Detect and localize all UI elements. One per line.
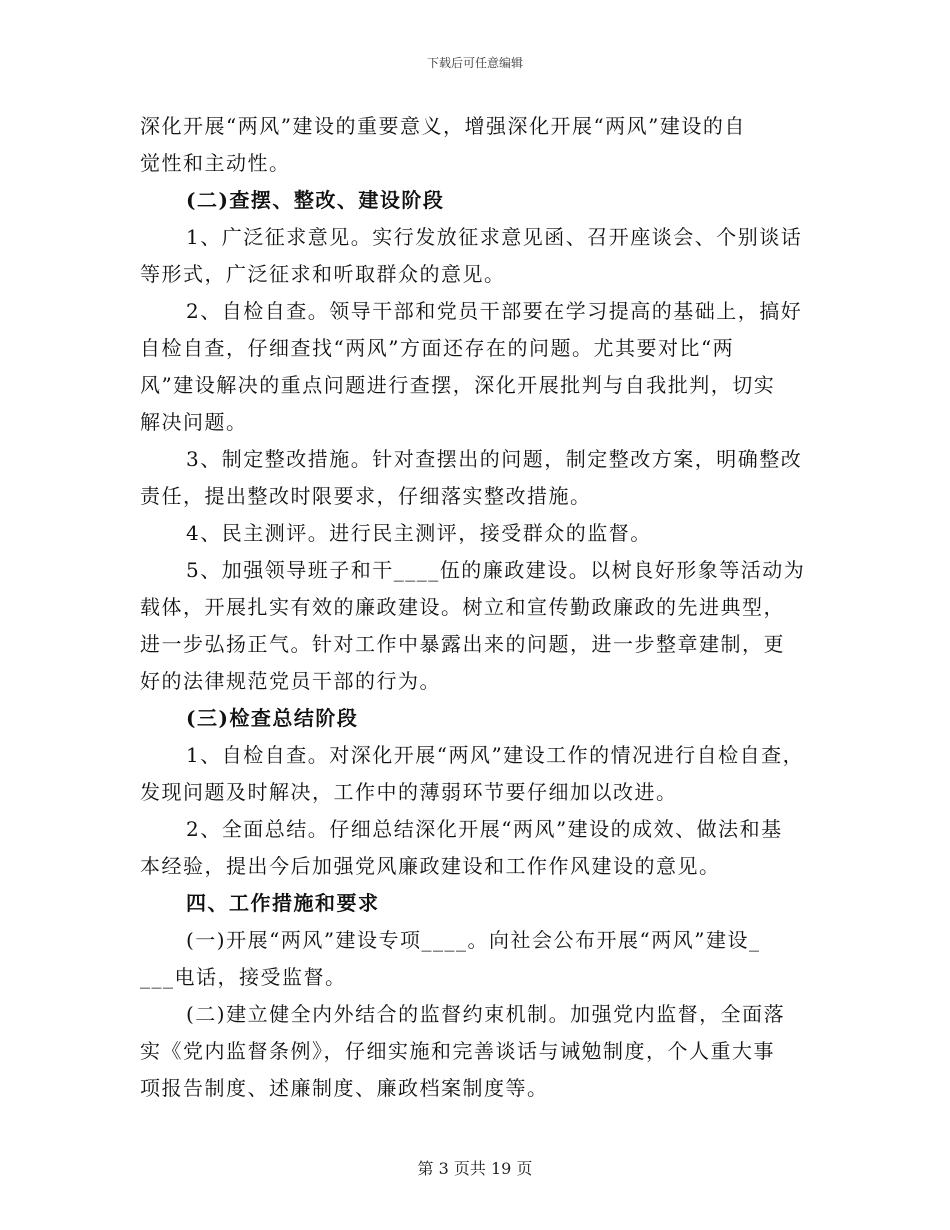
paragraph-line: 项报告制度、述廉制度、廉政档案制度等。 (140, 1076, 549, 1100)
paragraph-line: 本经验，提出今后加强党风廉政建设和工作作风建设的意见。 (140, 854, 721, 878)
paragraph-line: 责任，提出整改时限要求，仔细落实整改措施。 (140, 484, 592, 508)
paragraph-line: 实《党内监督条例》，仔细实施和完善谈话与诫勉制度，个人重大事 (140, 1039, 775, 1063)
paragraph-line: 等形式，广泛征求和听取群众的意见。 (140, 262, 506, 286)
paragraph-line: 1、自检自查。对深化开展“两风”建设工作的情况进行自检自查， (186, 743, 805, 767)
paragraph-line: 自检自查，仔细查找“两风”方面还存在的问题。尤其要对比“两 (140, 336, 735, 360)
paragraph-line: 好的法律规范党员干部的行为。 (140, 669, 441, 693)
paragraph-line: 发现问题及时解决，工作中的薄弱环节要仔细加以改进。 (140, 780, 678, 804)
page-footer: 第 3 页共 19 页 (417, 1159, 533, 1178)
paragraph-line: 觉性和主动性。 (140, 151, 291, 175)
paragraph-line: (一)开展“两风”建设专项____。向社会公布开展“两风”建设_ (186, 928, 761, 952)
paragraph-line: ___电话，接受监督。 (140, 965, 347, 989)
paragraph-line: 3、制定整改措施。针对查摆出的问题，制定整改方案，明确整改 (186, 447, 803, 471)
paragraph-line: 2、自检自查。领导干部和党员干部要在学习提高的基础上，搞好 (186, 299, 803, 323)
paragraph-line: 1、广泛征求意见。实行发放征求意见函、召开座谈会、个别谈话 (186, 225, 803, 249)
paragraph-line: 风”建设解决的重点问题进行查摆，深化开展批判与自我批判，切实 (140, 373, 776, 397)
section-heading: 四、工作措施和要求 (186, 891, 380, 915)
document-body (140, 108, 820, 1107)
paragraph-line: 载体，开展扎实有效的廉政建设。树立和宣传勤政廉政的先进典型， (140, 595, 785, 619)
section-heading: (三)检查总结阶段 (186, 706, 359, 730)
paragraph-line: 2、全面总结。仔细总结深化开展“两风”建设的成效、做法和基 (186, 817, 783, 841)
paragraph-line: 4、民主测评。进行民主测评，接受群众的监督。 (186, 521, 652, 545)
section-heading: (二)查摆、整改、建设阶段 (186, 188, 445, 212)
paragraph-line: 进一步弘扬正气。针对工作中暴露出来的问题，进一步整章建制，更 (140, 632, 785, 656)
paragraph-line: 深化开展“两风”建设的重要意义，增强深化开展“两风”建设的自 (140, 114, 746, 138)
page-header: 下载后可任意编辑 (426, 56, 523, 70)
paragraph-line: 解决问题。 (140, 410, 248, 434)
paragraph-line: (二)建立健全内外结合的监督约束机制。加强党内监督，全面落 (186, 1002, 786, 1026)
paragraph-line: 5、加强领导班子和干____伍的廉政建设。以树良好形象等活动为 (186, 558, 806, 582)
